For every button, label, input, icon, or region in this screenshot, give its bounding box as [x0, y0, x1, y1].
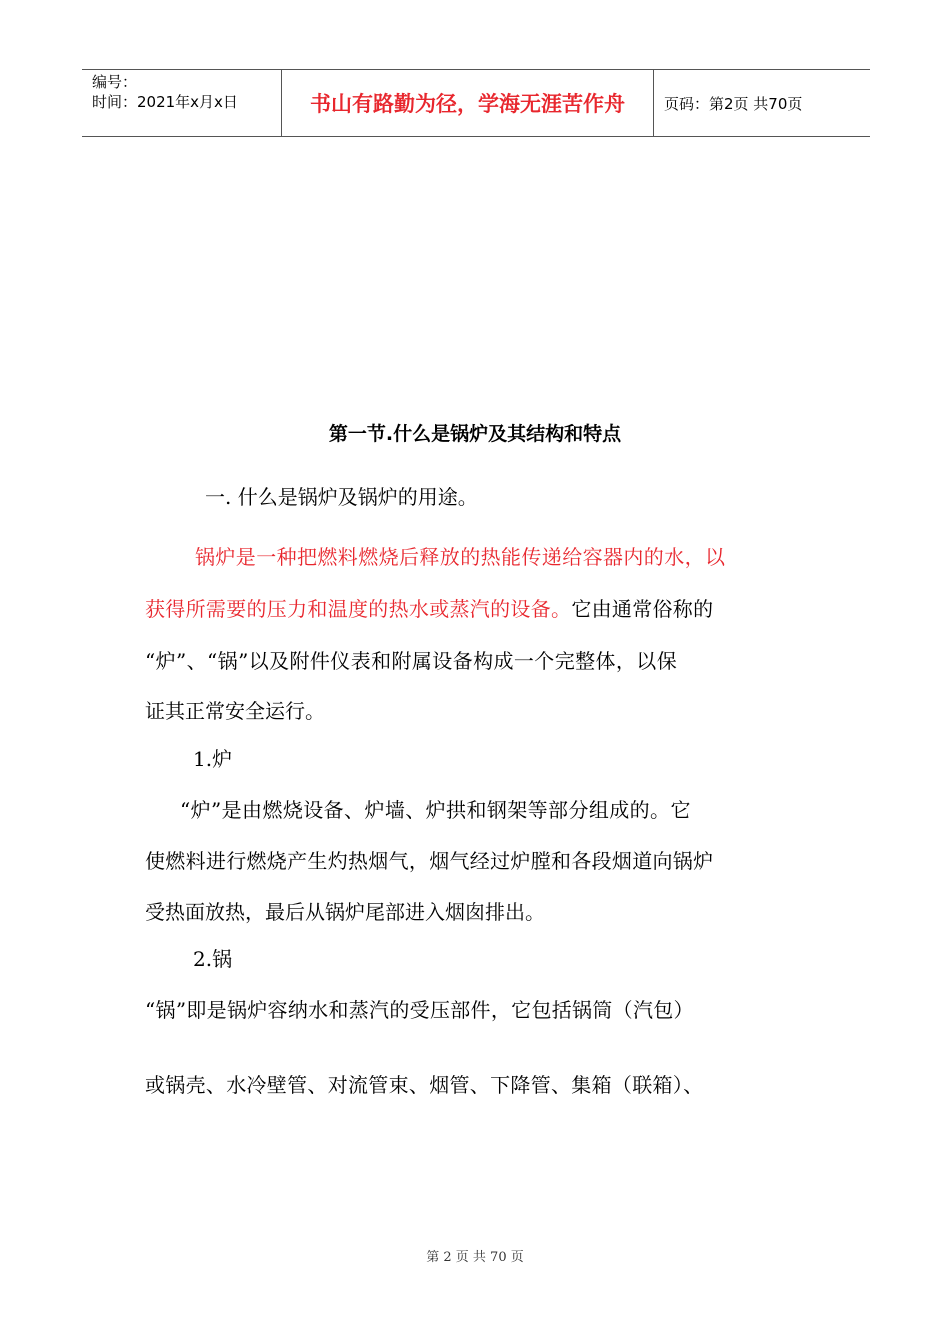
header-motto: 书山有路勤为径，学海无涯苦作舟 [282, 70, 654, 136]
section-title: 第一节.什么是锅炉及其结构和特点 [328, 423, 622, 445]
header-page-info: 页码：第2页 共70页 [664, 94, 803, 113]
subheading-2: 2.锅 [193, 947, 233, 971]
date-label: 时间：2021年x月x日 [92, 93, 238, 111]
header-meta [82, 70, 282, 136]
paragraph-3-line-1: “锅”即是锅炉容纳水和蒸汽的受压部件，它包括锅筒（汽包） [145, 998, 694, 1022]
paragraph-3-line-2: 或锅壳、水冷壁管、对流管束、烟管、下降管、集箱（联箱）、 [145, 1073, 704, 1097]
paragraph-2-line-2: 使燃料进行燃烧产生灼热烟气，烟气经过炉膛和各段烟道向锅炉 [145, 849, 714, 873]
page-footer: 第 2 页 共 70 页 [426, 1250, 524, 1265]
subheading-1: 1.炉 [193, 747, 233, 771]
paragraph-2-line-1: “炉”是由燃烧设备、炉墙、炉拱和钢架等部分组成的。它 [180, 798, 691, 822]
paragraph-1-line-1: 锅炉是一种把燃料燃烧后释放的热能传递给容器内的水，以 [195, 545, 726, 569]
paragraph-1-line-4: 证其正常安全运行。 [145, 699, 325, 723]
paragraph-2-line-3: 受热面放热，最后从锅炉尾部进入烟囱排出。 [145, 900, 545, 924]
paragraph-1-line-2-red: 获得所需要的压力和温度的热水或蒸汽的设备。 [145, 597, 572, 621]
page-header [82, 69, 870, 137]
paragraph-1-line-3: “炉”、“锅”以及附件仪表和附属设备构成一个完整体，以保 [145, 649, 678, 673]
paragraph-1-line-2-black: 它由通常俗称的 [571, 597, 714, 621]
section-heading-1: 一. 什么是锅炉及锅炉的用途。 [205, 485, 478, 509]
paragraph-1-line-2 [145, 595, 713, 623]
number-label: 编号： [92, 73, 138, 91]
